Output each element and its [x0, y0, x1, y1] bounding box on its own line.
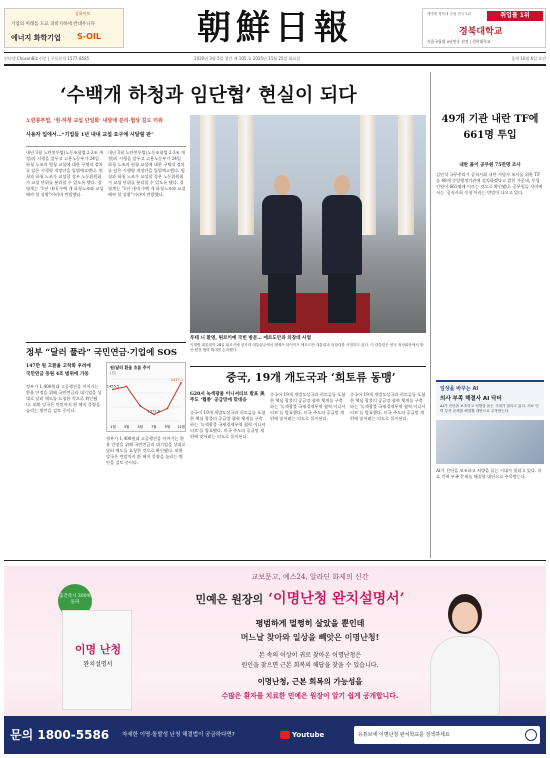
- ad-book-badge: 출간즉시 300위 돌파: [58, 584, 92, 618]
- ad-promo1: 이명난청, 근본 회복의 가능성을: [257, 677, 363, 686]
- chart-title: 원/달러 환율 흐름 추이: [110, 365, 151, 370]
- photo-caption: 이재명 대통령이 24일 튀르키예 앙카라 대통령궁에서 레제프 타이이프 에르도안 대통령과 의장대를 사열하고 있다. 이 대통령은 양국 정상회담에서 방산·원전 협력 확대를 논의했다.: [190, 343, 424, 352]
- ad-left-brand: S-OIL: [77, 32, 101, 41]
- search-icon: [525, 729, 537, 741]
- story3-body-col1: 중국이 19개 개발도상국과 희토류를 포함한 핵심 광물의 공급망 협력 체계를 구축하는 ‘녹색광물 국제경제무역 협력 이니셔티브’를 발표했다. 미국 주도의 공급망 재편에 맞서려는 의도로 풀이된다.: [190, 410, 266, 439]
- infobar-rule: [4, 64, 546, 66]
- ad-left-line3: 에너지 화학기업: [11, 34, 61, 42]
- story2-body: 정부가 1,400원대 고공행진을 이어가는 환율 안정을 위해 국민연금과 대기업을 상대로 달러 매도를 요청한 것으로 확인됐다. 외환 당국은 연말까지 환 헤지 물량을 늘리는 방안을 검토 중이다.: [26, 384, 102, 413]
- ai-feature-box[interactable]: [436, 380, 544, 416]
- ad-top-rule: [4, 560, 546, 561]
- chart-data-label: 1477.1: [170, 377, 184, 382]
- photo-column: [200, 115, 216, 235]
- story2-sub1: 147만 원 고환율 고착화 우려에: [26, 364, 91, 369]
- lead-sub2: 사용자 입에서…“기업들 1년 내내 교섭 요구에 시달릴 판”: [26, 132, 154, 138]
- masthead-rule: [4, 52, 546, 53]
- lead-photo[interactable]: [190, 115, 426, 333]
- story2-rule: [26, 342, 186, 343]
- lead-sub1: 노란봉투법, ‘원·하청 교섭 단일화’ 내달에 분리·협상 길도 터줘: [26, 118, 163, 124]
- ad-phone[interactable]: 문의 1800-5586: [10, 728, 110, 742]
- chart-data-label: 1372.8: [147, 409, 161, 414]
- ad-right-badge: 취업률 1위: [487, 11, 543, 21]
- photo-column: [398, 115, 414, 235]
- ad-tagline1: 평범하게 멀쩡히 살았을 뿐인데: [255, 619, 365, 628]
- ad-right-note: 서울국립대 4년연속 선정 | 경북대학교: [427, 39, 491, 44]
- story3-sub: G20서 녹색광물 이니셔티브 발표 美주도 ‘협종’ 공급망에 맞대응: [190, 392, 265, 403]
- photo-caption-title: 루테 니 환영, 튀르키예 국빈 방문… 에르도안과 의장대 사열: [190, 336, 312, 341]
- story2-body-col2: 정부가 1,400원대 고공행진을 이어가는 환율 안정을 위해 국민연금과 대기업을 상대로 달러 매도를 요청한 것으로 확인됐다. 외환 당국은 연말까지 환 헤지 물량을 늘리는 방안을 검토 중이다.: [106, 436, 186, 465]
- lead-body-col2: 내년 3월 노란봉투법(노동조합법 2·3조 개정)의 시행을 앞두고 고용노동부가 24일 하청 노조의 원청 교섭에 대한 구체적 절차를 담은 시행령 개정안을 입법예고했다. 원청과 하청 노조가 교섭할 경우 노동위원회가 교섭 단위를 분리할 수 있도록 했다. 경영계는 “1년 내내 수백 개 하청노조와 교섭해야 할 상황”이라며 반발했다.: [108, 150, 186, 197]
- newspaper-masthead: 朝鮮日報: [197, 8, 353, 48]
- ad-doctor-photo: [420, 586, 510, 716]
- ad-tagline2: 머느날 찾아와 일상을 빼앗은 이명난청!: [240, 633, 380, 642]
- story3-body-col2: 중국이 19개 개발도상국과 희토류를 포함한 핵심 광물의 공급망 협력 체계를 구축하는 ‘녹색광물 국제경제무역 협력 이니셔티브’를 발표했다. 미국 주도의 공급망 재편에 맞서려는 의도로 풀이된다.: [270, 392, 346, 421]
- ad-right-tag: 계명대 경북대 국립 전국 1위: [427, 12, 471, 16]
- ad-promo2: 수많은 환자를 치료한 민예은 원장이 알기 쉽게 공개합니다.: [221, 692, 399, 700]
- youtube-logo: [280, 728, 340, 742]
- chart-x-tick: 7월: [151, 425, 157, 429]
- ad-desc2: 원인을 찾으면 근본 회복의 해답을 찾을 수 있습니다.: [241, 662, 379, 669]
- story3-headline[interactable]: 중국, 19개 개도국과 ‘희토류 동맹’: [226, 371, 396, 384]
- chart-x-tick: 3월: [123, 425, 130, 429]
- exchange-rate-chart: [106, 362, 186, 432]
- infobar-center: 1920년 3월 5일 창간 제 105 호 2025년 11월 25일 화요일: [194, 56, 301, 61]
- right-column-divider: [430, 72, 431, 558]
- ad-title-book: ‘이명난청 완치설명서’: [268, 591, 405, 607]
- photo-person-left: [260, 175, 304, 325]
- masthead-ad-left[interactable]: [4, 8, 124, 48]
- infobar-right: 음력 10월 6일 오전: [511, 56, 546, 61]
- story2-sub2: 국민연금 동원 4조 범위에 가동: [26, 372, 89, 377]
- chart-x-tick: 9월: [164, 425, 171, 429]
- book-cover-title: 이명 난청: [74, 643, 122, 656]
- ai-box-sub: 의사 부족 해결사 AI 닥터: [440, 396, 502, 402]
- chart-x-tick: 1월: [110, 425, 116, 429]
- ad-right-brand: 경북대학교: [459, 27, 503, 37]
- youtube-label: Youtube: [292, 731, 325, 739]
- chart-plot: [107, 363, 187, 433]
- issue-info-bar: [4, 55, 546, 63]
- right-body: 김민석 국무총리가 공직사회 내란 가담자 조사를 위한 TF를 49개 중앙행정기관에 설치하겠다고 밝힌 가운데, 투입 인원이 661명에 이르는 것으로 확인됐다. 공무원들 사이에서는 ‘공직사회 숙청’이라는 반발이 나오고 있다.: [436, 172, 543, 195]
- chart-point: [167, 408, 169, 410]
- youtube-search-box[interactable]: [354, 726, 540, 744]
- right-headline[interactable]: 49개 기관 내란 TF에 661명 투입: [441, 114, 539, 141]
- lead-headline[interactable]: ‘수백개 하청과 임단협’ 현실이 되다: [60, 84, 357, 106]
- story3-body-col3: 중국이 19개 개발도상국과 희토류를 포함한 핵심 광물의 공급망 협력 체계를 구축하는 ‘녹색광물 국제경제무역 협력 이니셔티브’를 발표했다. 미국 주도의 공급망 재편에 맞서려는 의도로 풀이된다.: [350, 392, 426, 421]
- masthead-ad-right[interactable]: [422, 8, 546, 48]
- chart-point: [153, 414, 155, 416]
- book-cover-sub: 완치설명서: [83, 661, 113, 668]
- infobar-left: 인터넷 ChosunBiz 신문 | 구독문의 1577-8585: [4, 56, 90, 61]
- ad-title-prefix: 민예은 원장의: [195, 593, 264, 606]
- chart-point: [112, 389, 114, 391]
- ai-box-body: AI가 진단을 보조하고 처방을 돕는 시대가 열리고 있다. 의료 인력 부족 문제를 해결할 대안으로 주목받는다.: [440, 404, 539, 413]
- chart-x-tick: 5월: [137, 425, 143, 429]
- photo-column: [238, 115, 254, 235]
- story2-headline[interactable]: 정부 “달러 풀라” 국민연금·기업에 SOS: [26, 348, 177, 358]
- chart-unit: (원): [110, 371, 117, 375]
- ad-footer-note: 자세한 이명·돌발성 난청 해결법이 궁금하다면?: [122, 732, 235, 738]
- ad-kicker: 교보문고, 예스24, 알라딘 화제의 신간: [251, 573, 369, 581]
- ad-footer-bar: [4, 716, 546, 754]
- ad-title: [150, 588, 450, 608]
- chart-data-label: 1455.5: [107, 384, 120, 389]
- ai-box-body-more: AI가 진단을 보조하고 처방을 돕는 시대가 열리고 있다. 의료 인력 부족 문제를 해결할 대안으로 주목받는다.: [436, 468, 542, 479]
- chart-x-tick: 11월: [177, 425, 185, 429]
- youtube-play-icon: [280, 731, 290, 739]
- search-hint: 유튜브에 이명난청 완치학교를 검색하세요: [358, 732, 450, 738]
- ad-left-line2: 기업의 미래를 도교 피비지하세 반대우니다: [11, 22, 95, 27]
- right-sub: 내란 몰이 공무원 75만명 조사: [459, 163, 521, 168]
- story3-rule: [190, 366, 426, 367]
- lead-divider: [26, 146, 186, 147]
- ad-book-cover[interactable]: [62, 610, 132, 710]
- photo-person-right: [320, 175, 364, 325]
- ad-desc1: 본 속의 이상이 귀로 찾아온 이명난청은: [258, 652, 362, 659]
- lead-body-col1: 내년 3월 노란봉투법(노동조합법 2·3조 개정)의 시행을 앞두고 고용노동부가 24일 하청 노조의 원청 교섭에 대한 구체적 절차를 담은 시행령 개정안을 입법예고했다. 원청과 하청 노조가 교섭할 경우 노동위원회가 교섭 단위를 분리할 수 있도록 했다. 경영계는 “1년 내내 수백 개 하청노조와 교섭해야 할 상황”이라며 반발했다.: [26, 150, 104, 197]
- ai-box-image: [436, 420, 544, 464]
- chart-point: [139, 405, 141, 407]
- ad-left-line1: 상하이트: [75, 11, 91, 16]
- chart-point: [180, 382, 182, 384]
- ai-box-title: 일상을 바꾸는 AI: [440, 386, 479, 392]
- chart-point: [126, 386, 128, 388]
